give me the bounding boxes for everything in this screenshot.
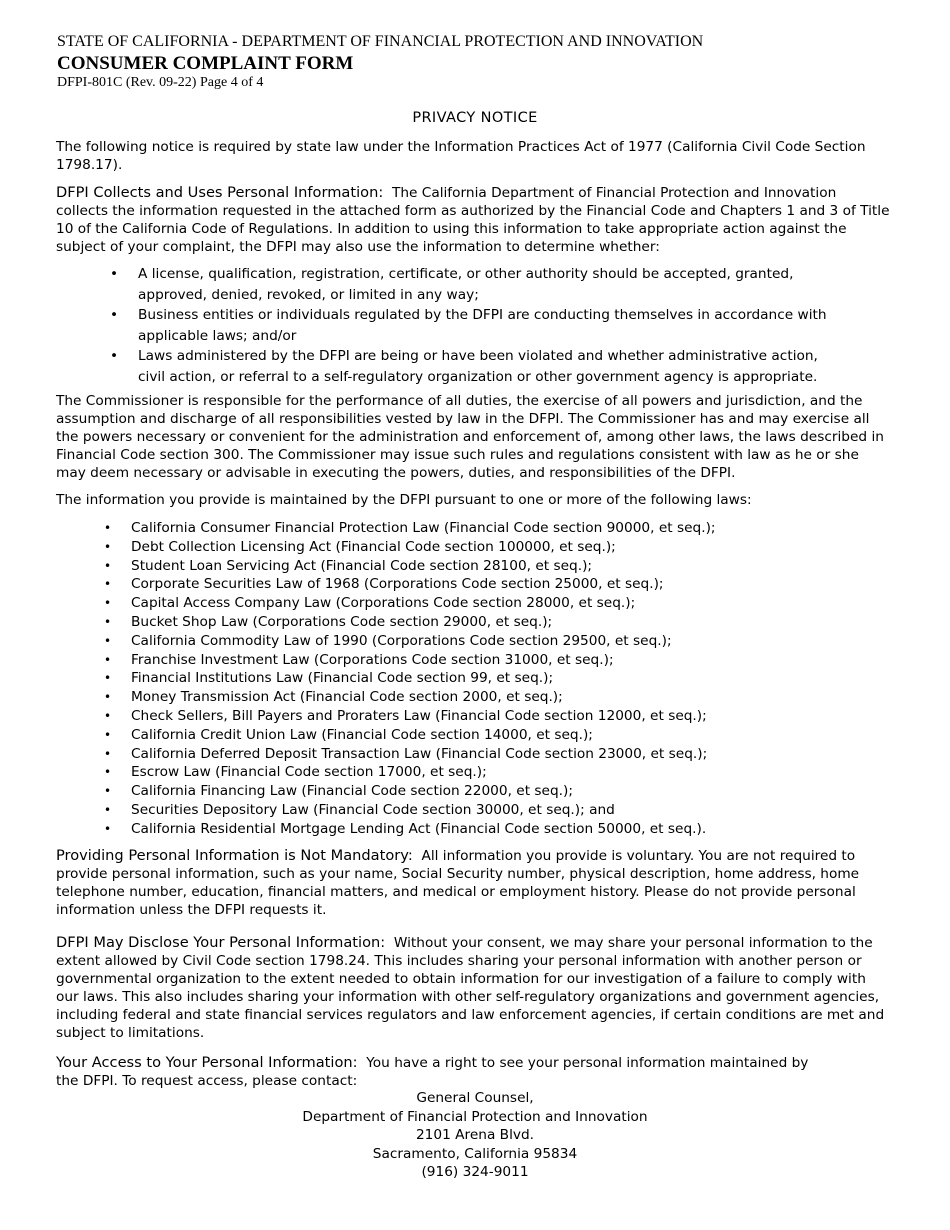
- disclose-body: Without your consent, we may share your personal information to the extent allowed by Civil Code section 1798.24. This includes sharing your personal information with another person or governmental organization to the extent needed to obtain information for our investigation of a failure to comply with our laws. This also includes sharing your information with other self-regulatory organizations and government agencies, including federal and state financial services regulators and law enforcement agencies, if certain conditions are met and subject to limitations.: [56, 935, 885, 1041]
- bullet-icon: •: [104, 652, 112, 667]
- disclose-paragraph: [56, 934, 892, 1042]
- bullet-icon: •: [104, 671, 112, 686]
- intro-paragraph: The following notice is required by state law under the Information Practices Act of 1977 (California Civil Code Section 1798.17).: [56, 139, 866, 173]
- bullet-icon: •: [110, 348, 119, 364]
- contact-department: Department of Financial Protection and Innovation: [302, 1108, 648, 1125]
- agency-header: STATE OF CALIFORNIA - DEPARTMENT OF FINANCIAL PROTECTION AND INNOVATION: [57, 33, 704, 50]
- disclose-lead: DFPI May Disclose Your Personal Information:: [56, 934, 386, 951]
- list-item: • Debt Collection Licensing Act (Financial Code section 100000, et seq.);: [104, 538, 616, 555]
- list-item: • Check Sellers, Bill Payers and Proraters Law (Financial Code section 12000, et seq.);: [104, 707, 707, 724]
- not-mandatory-lead: Providing Personal Information is Not Mandatory:: [56, 847, 413, 864]
- not-mandatory-paragraph: [56, 847, 892, 919]
- contact-street: 2101 Arena Blvd.: [415, 1127, 535, 1144]
- maintained-intro: The information you provide is maintained by the DFPI pursuant to one or more of the following laws:: [56, 492, 752, 508]
- bullet-icon: •: [104, 802, 112, 817]
- bullet-icon: •: [104, 614, 112, 629]
- bullet-icon: •: [110, 307, 119, 323]
- list-item: • California Financing Law (Financial Code section 22000, et seq.);: [104, 783, 573, 800]
- access-lead: Your Access to Your Personal Information:: [56, 1054, 358, 1071]
- bullet-icon: •: [104, 521, 112, 535]
- bullet-icon: •: [104, 821, 112, 836]
- bullet-icon: •: [104, 708, 112, 723]
- laws-list: [104, 519, 844, 839]
- list-item: • California Deferred Deposit Transaction Law (Financial Code section 23000, et seq.);: [104, 745, 708, 762]
- list-item: • Business entities or individuals regulated by the DFPI are conducting themselves in accordance with applicable laws; and/or: [110, 307, 827, 344]
- bullet-icon: •: [104, 558, 112, 573]
- list-item: • Bucket Shop Law (Corporations Code section 29000, et seq.);: [104, 613, 553, 630]
- bullet-icon: •: [104, 784, 112, 799]
- collects-body: The California Department of Financial Protection and Innovation collects the information requested in the attached form as authorized by the Financial Code and Chapters 1 and 3 of Title 10 of the California Code of Regulations. In addition to using this information to take appropriate action against the subject of your complaint, the DFPI may also use the information to determine whether:: [56, 185, 890, 255]
- contact-city: Sacramento, California 95834: [372, 1145, 578, 1162]
- list-item: • California Residential Mortgage Lending Act (Financial Code section 50000, et seq.).: [104, 820, 707, 837]
- access-paragraph: [56, 1054, 831, 1090]
- bullet-icon: •: [104, 727, 112, 742]
- notice-title: PRIVACY NOTICE: [412, 110, 538, 126]
- form-title: CONSUMER COMPLAINT FORM: [57, 53, 354, 74]
- list-item: • A license, qualification, registration, certificate, or other authority should be accepted, granted, approved, denied, revoked, or limited in any way;: [110, 266, 794, 303]
- bullet-icon: •: [104, 746, 112, 761]
- contact-title: General Counsel,: [416, 1090, 534, 1106]
- list-item: • Corporate Securities Law of 1968 (Corporations Code section 25000, et seq.);: [104, 576, 664, 593]
- determine-list: [110, 264, 830, 387]
- list-item: • California Credit Union Law (Financial Code section 14000, et seq.);: [104, 726, 593, 743]
- bullet-icon: •: [104, 577, 112, 592]
- bullet-icon: •: [110, 266, 119, 282]
- list-item: • Escrow Law (Financial Code section 17000, et seq.);: [104, 764, 487, 781]
- not-mandatory-body: All information you provide is voluntary. You are not required to provide personal information, such as your name, Social Security number, physical description, home address, home telephone number, education, financial matters, and medical or employment history. Please do not provide personal information unless the DFPI requests it.: [56, 848, 860, 918]
- list-item: • Financial Institutions Law (Financial Code section 99, et seq.);: [104, 670, 554, 687]
- list-item: • Capital Access Company Law (Corporations Code section 28000, et seq.);: [104, 595, 636, 612]
- form-id: DFPI-801C (Rev. 09-22) Page 4 of 4: [57, 75, 264, 90]
- list-item: • Money Transmission Act (Financial Code section 2000, et seq.);: [104, 689, 563, 706]
- list-item: • Laws administered by the DFPI are being or have been violated and whether administrative action, civil action, or referral to a self-regulatory organization or other government agency is appropriate.: [110, 348, 818, 385]
- collects-paragraph: [56, 184, 892, 256]
- list-item: • Securities Depository Law (Financial Code section 30000, et seq.); and: [104, 801, 615, 818]
- bullet-icon: •: [104, 765, 112, 780]
- commissioner-paragraph: The Commissioner is responsible for the performance of all duties, the exercise of all powers and jurisdiction, and the assumption and discharge of all responsibilities vested by law in the DFPI. The Commissioner has and may exercise all the powers necessary or convenient for the administration and enforcement of, among other laws, the laws described in Financial Code section 300. The Commissioner may issue such rules and regulations consistent with law as he or she may deem necessary or advisable in executing the powers, duties, and responsibilities of the DFPI.: [56, 393, 884, 481]
- list-item: • California Commodity Law of 1990 (Corporations Code section 29500, et seq.);: [104, 632, 672, 649]
- contact-phone: (916) 324-9011: [421, 1164, 529, 1181]
- bullet-icon: •: [104, 596, 112, 611]
- access-body: You have a right to see your personal information maintained by the DFPI. To request access, please contact:: [56, 1055, 809, 1089]
- bullet-icon: •: [104, 633, 112, 648]
- list-item: • Franchise Investment Law (Corporations Code section 31000, et seq.);: [104, 651, 614, 668]
- collects-lead: DFPI Collects and Uses Personal Information:: [56, 184, 384, 201]
- list-item: • Student Loan Servicing Act (Financial Code section 28100, et seq.);: [104, 557, 593, 574]
- list-item: • California Consumer Financial Protection Law (Financial Code section 90000, et seq.);: [104, 520, 716, 536]
- bullet-icon: •: [104, 539, 112, 554]
- contact-block: [0, 1089, 950, 1182]
- bullet-icon: •: [104, 690, 112, 705]
